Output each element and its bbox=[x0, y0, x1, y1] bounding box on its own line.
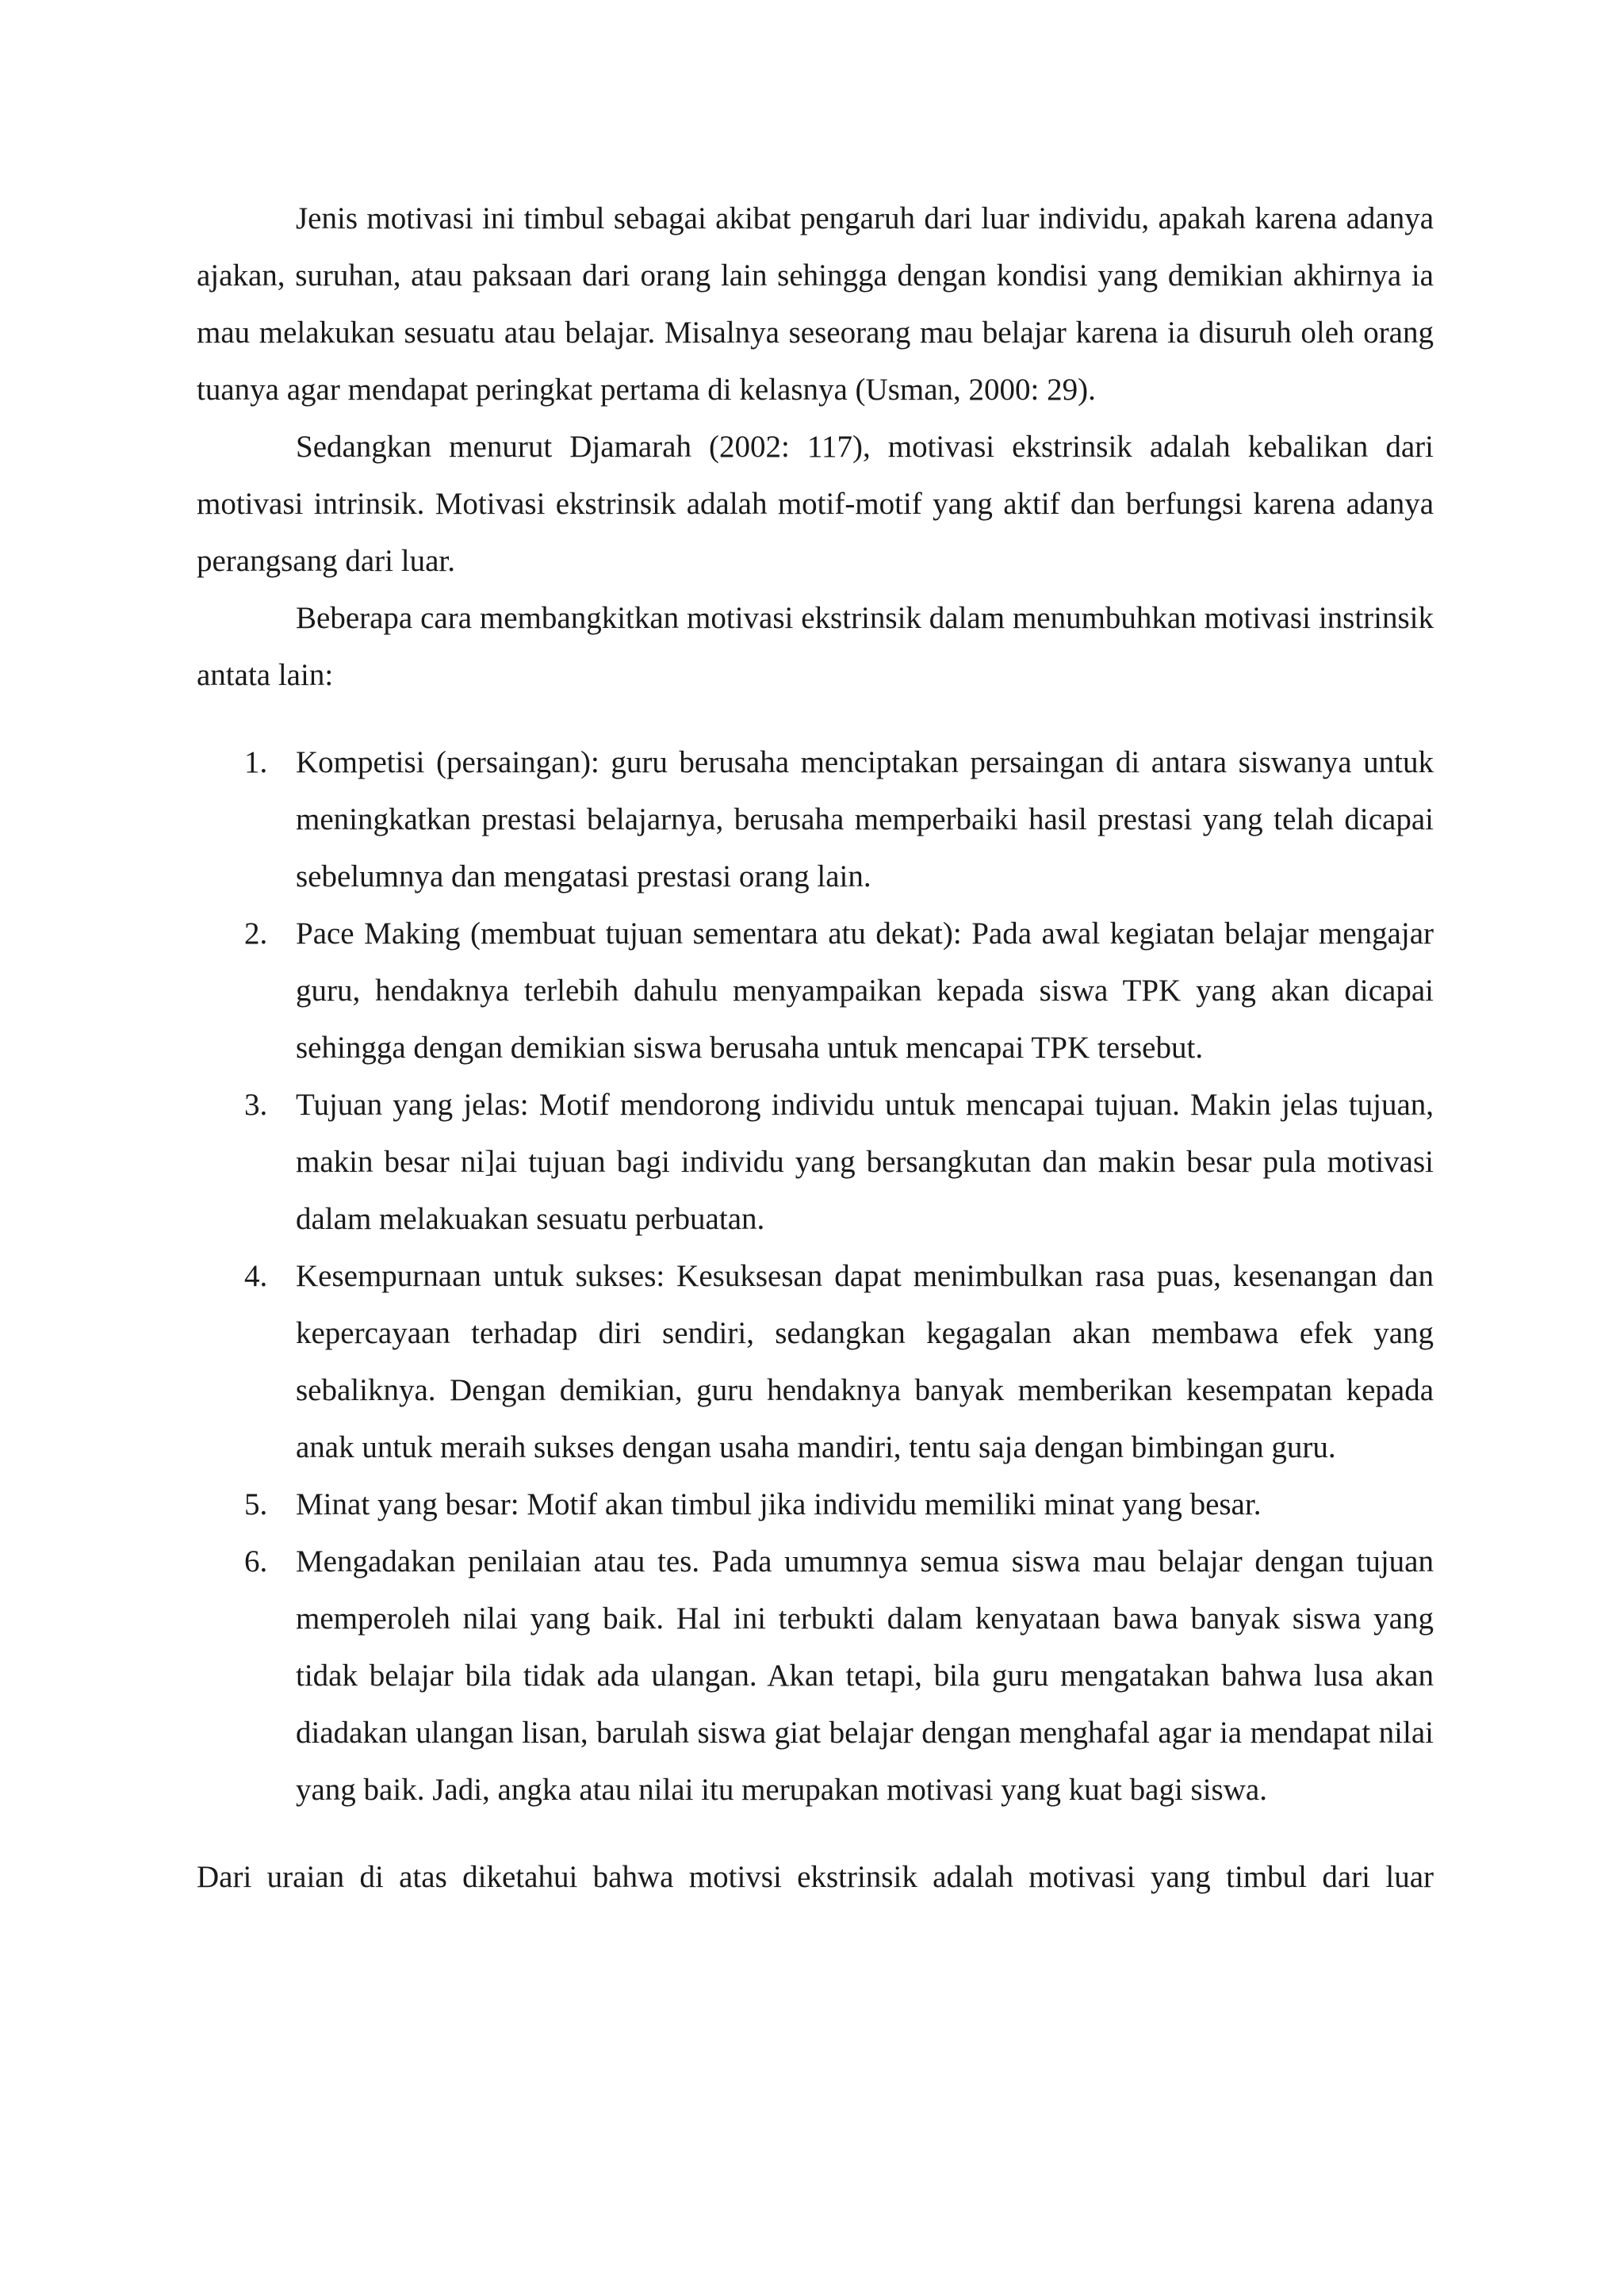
list-text: Mengadakan penilaian atau tes. Pada umumnya semua siswa mau belajar dengan tujuan memperoleh nilai yang baik. Hal ini terbukti dalam kenyataan bawa banyak siswa yang tidak belajar bila tidak ada ulangan. Akan tetapi, bila guru mengatakan bahwa lusa akan diadakan ulangan lisan, barulah siswa giat belajar dengan menghafal agar ia mendapat nilai yang baik. Jadi, angka atau nilai itu merupakan motivasi yang kuat bagi siswa. bbox=[296, 1544, 1434, 1807]
paragraph-djamarah: Sedangkan menurut Djamarah (2002: 117), motivasi ekstrinsik adalah kebalikan dari motivasi intrinsik. Motivasi ekstrinsik adalah motif-motif yang aktif dan berfungsi karena adanya perangsang dari luar. bbox=[197, 430, 1434, 578]
list-text: Minat yang besar: Motif akan timbul jika individu memiliki minat yang besar. bbox=[296, 1487, 1262, 1521]
list-item bbox=[197, 1248, 1434, 1476]
list-text: Kesempurnaan untuk sukses: Kesuksesan dapat menimbulkan rasa puas, kesenangan dan kepercayaan terhadap diri sendiri, sedangkan kegagalan akan membawa efek yang sebaliknya. Dengan demikian, guru hendaknya banyak memberikan kesempatan kepada anak untuk meraih sukses dengan usaha mandiri, tentu saja dengan bimbingan guru. bbox=[296, 1259, 1434, 1464]
paragraph-kesimpulan: Dari uraian di atas diketahui bahwa motivsi ekstrinsik adalah motivasi yang timbul dari luar bbox=[197, 1860, 1434, 1894]
list-number: 3. bbox=[244, 1088, 268, 1122]
document-body bbox=[197, 190, 1434, 1906]
list-item bbox=[197, 734, 1434, 905]
numbered-list bbox=[197, 734, 1434, 1819]
paragraph-motivasi-luar: Jenis motivasi ini timbul sebagai akibat pengaruh dari luar individu, apakah karena adanya ajakan, suruhan, atau paksaan dari orang lain sehingga dengan kondisi yang demikian akhirnya ia mau melakukan sesuatu atau belajar. Misalnya seseorang mau belajar karena ia disuruh oleh orang tuanya agar mendapat peringkat pertama di kelasnya (Usman, 2000: 29). bbox=[197, 201, 1434, 407]
list-text: Tujuan yang jelas: Motif mendorong individu untuk mencapai tujuan. Makin jelas tujuan, makin besar ni]ai tujuan bagi individu yang bersangkutan dan makin besar pula motivasi dalam melakuakan sesuatu perbuatan. bbox=[296, 1088, 1434, 1236]
paragraph-cara-membangkitkan: Beberapa cara membangkitkan motivasi ekstrinsik dalam menumbuhkan motivasi instrinsik antata lain: bbox=[197, 601, 1434, 692]
list-item bbox=[197, 1077, 1434, 1248]
list-number: 4. bbox=[244, 1259, 268, 1293]
list-number: 2. bbox=[244, 916, 268, 951]
list-text: Pace Making (membuat tujuan sementara atu dekat): Pada awal kegiatan belajar mengajar guru, hendaknya terlebih dahulu menyampaikan kepada siswa TPK yang akan dicapai sehingga dengan demikian siswa berusaha untuk mencapai TPK tersebut. bbox=[296, 916, 1434, 1065]
list-item bbox=[197, 905, 1434, 1077]
list-text: Kompetisi (persaingan): guru berusaha menciptakan persaingan di antara siswanya untuk meningkatkan prestasi belajarnya, berusaha memperbaiki hasil prestasi yang telah dicapai sebelumnya dan mengatasi prestasi orang lain. bbox=[296, 745, 1434, 894]
list-number: 5. bbox=[244, 1487, 268, 1521]
list-number: 6. bbox=[244, 1544, 268, 1578]
list-number: 1. bbox=[244, 745, 268, 779]
list-item bbox=[197, 1476, 1434, 1533]
list-item bbox=[197, 1533, 1434, 1819]
